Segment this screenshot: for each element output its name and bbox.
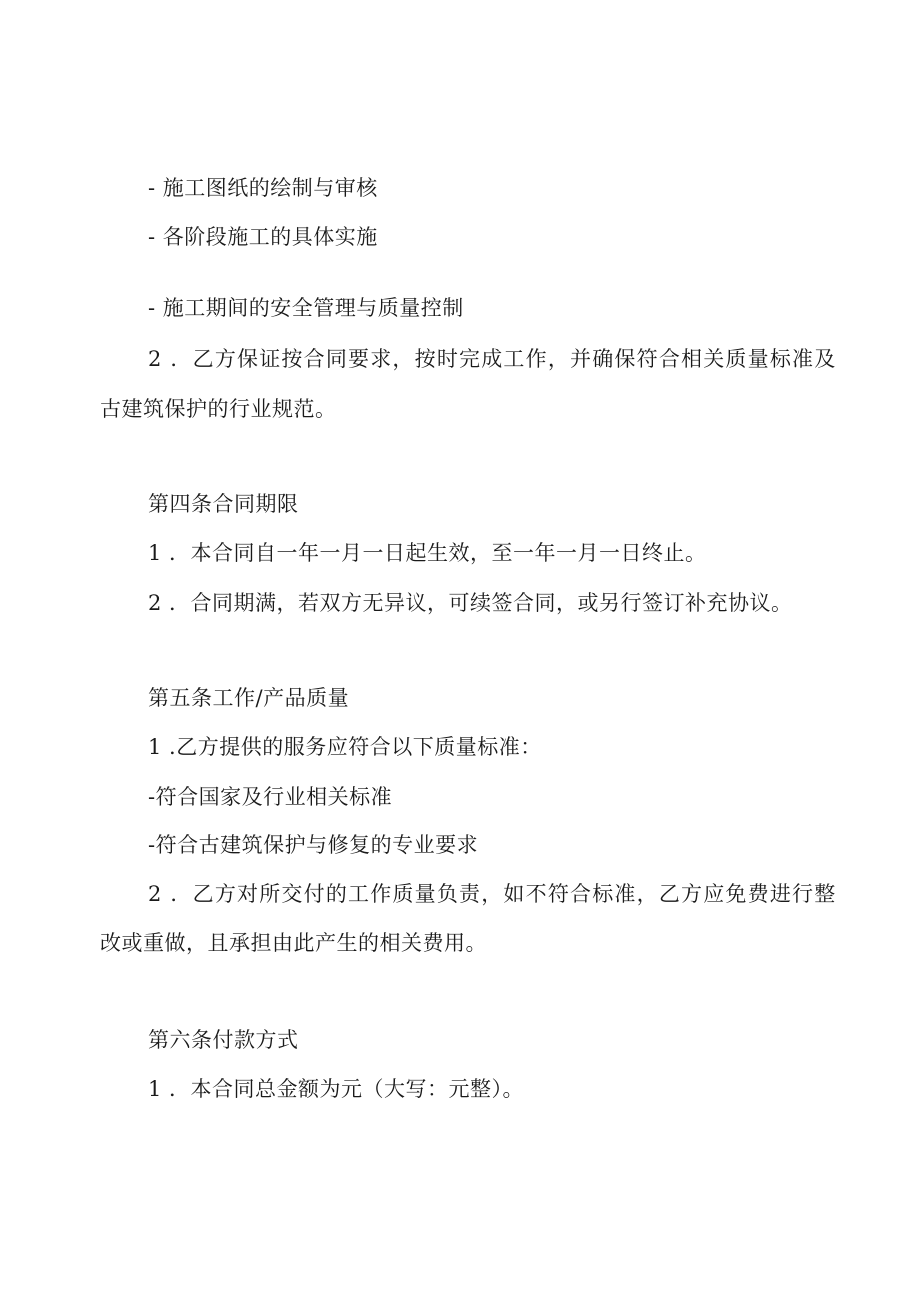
- clause-3-item-2-line-2: 古建筑保护的行业规范。: [100, 397, 337, 421]
- section-heading-article-5: 第五条工作/产品质量: [148, 686, 350, 710]
- bullet-national-standards: -符合国家及行业相关标准: [148, 785, 393, 809]
- bullet-professional-requirements: -符合古建筑保护与修复的专业要求: [148, 833, 479, 857]
- article-4-item-1: 1 ．本合同自一年一月一日起生效，至一年一月一日终止。: [148, 541, 707, 565]
- section-heading-article-6: 第六条付款方式: [148, 1028, 299, 1052]
- clause-3-item-2-line-1: 2 ．乙方保证按合同要求，按时完成工作，并确保符合相关质量标准及: [148, 347, 837, 371]
- article-5-item-2-line-2: 改或重做，且承担由此产生的相关费用。: [100, 931, 487, 955]
- bullet-safety-quality: - 施工期间的安全管理与质量控制: [148, 296, 464, 320]
- bullet-stage-implementation: - 各阶段施工的具体实施: [148, 225, 378, 249]
- article-4-item-2: 2 ．合同期满，若双方无异议，可续签合同，或另行签订补充协议。: [148, 591, 793, 615]
- article-5-item-2-line-1: 2 ．乙方对所交付的工作质量负责，如不符合标准，乙方应免费进行整: [148, 882, 837, 906]
- bullet-drawing-review: - 施工图纸的绘制与审核: [148, 176, 378, 200]
- article-6-item-1: 1 ．本合同总金额为元（大写：元整）。: [148, 1077, 525, 1101]
- article-5-item-1: 1 .乙方提供的服务应符合以下质量标准：: [148, 735, 542, 759]
- section-heading-article-4: 第四条合同期限: [148, 492, 299, 516]
